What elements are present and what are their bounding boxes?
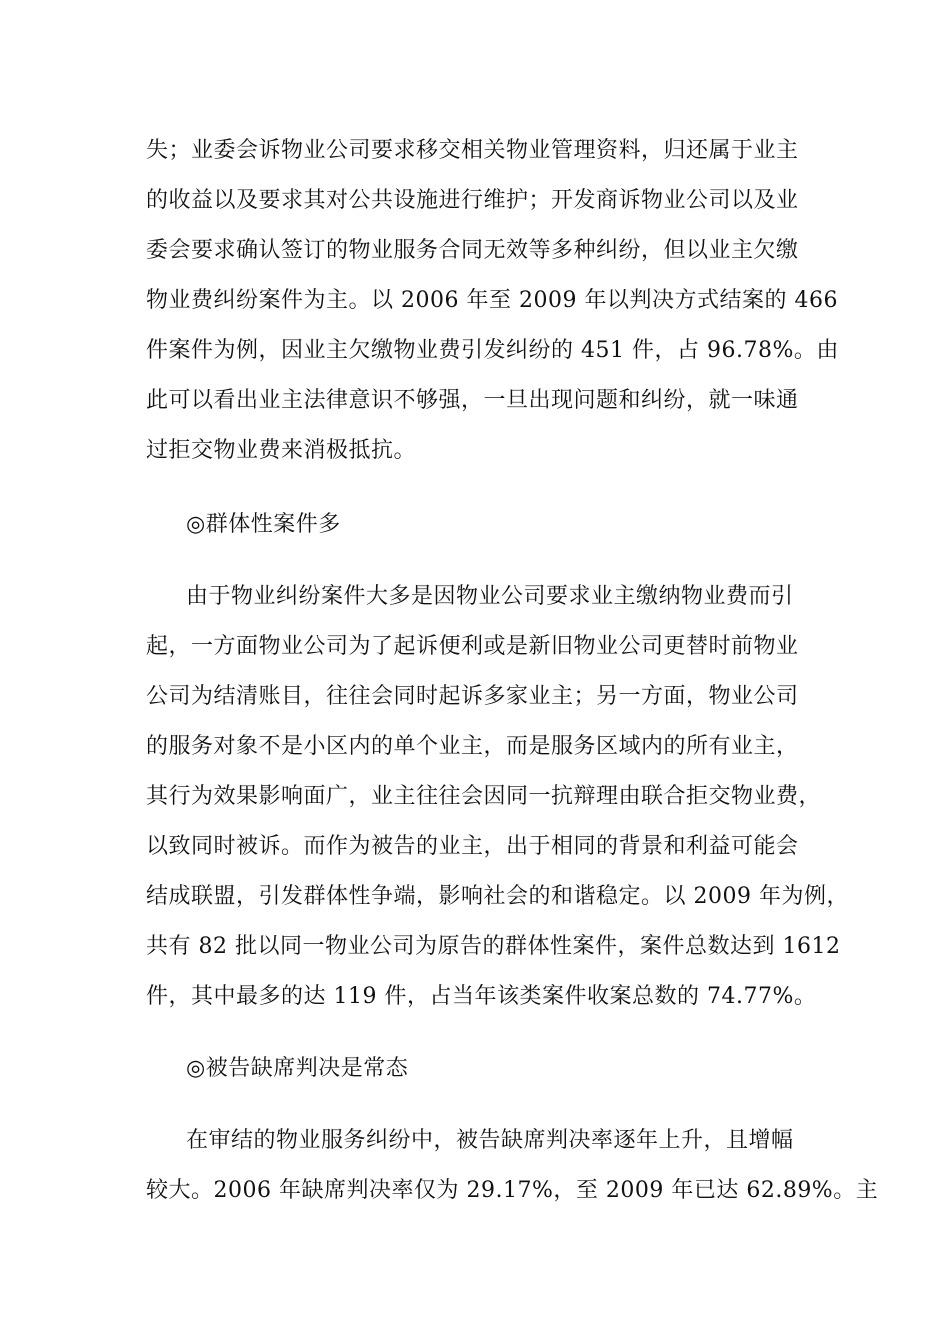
paragraph-2-line-1: 由于物业纠纷案件大多是因物业公司要求业主缴纳物业费而引	[186, 584, 794, 609]
paragraph-1-line-3: 委会要求确认签订的物业服务合同无效等多种纠纷，但以业主欠缴	[146, 238, 799, 263]
paragraph-1-line-1: 失；业委会诉物业公司要求移交相关物业管理资料，归还属于业主	[146, 138, 799, 163]
paragraph-1-line-4: 物业费纠纷案件为主。以 2006 年至 2009 年以判决方式结案的 466	[146, 288, 838, 313]
paragraph-1-line-6: 此可以看出业主法律意识不够强，一旦出现问题和纠纷，就一味通	[146, 388, 799, 413]
paragraph-2-line-5: 其行为效果影响面广，业主往往会因同一抗辩理由联合拒交物业费，	[146, 784, 822, 809]
paragraph-2-line-6: 以致同时被诉。而作为被告的业主，出于相同的背景和利益可能会	[146, 834, 799, 859]
paragraph-1-line-7: 过拒交物业费来消极抵抗。	[146, 438, 417, 463]
paragraph-2-line-9: 件，其中最多的达 119 件，占当年该类案件收案总数的 74.77%。	[146, 984, 817, 1009]
paragraph-2-line-8: 共有 82 批以同一物业公司为原告的群体性案件，案件总数达到 1612	[146, 934, 841, 959]
paragraph-2-line-4: 的服务对象不是小区内的单个业主，而是服务区域内的所有业主，	[146, 734, 799, 759]
paragraph-1-line-5: 件案件为例，因业主欠缴物业费引发纠纷的 451 件，占 96.78%。由	[146, 338, 839, 363]
paragraph-2-line-2: 起，一方面物业公司为了起诉便利或是新旧物业公司更替时前物业	[146, 634, 799, 659]
section-heading-default-judgment: ◎被告缺席判决是常态	[186, 1056, 409, 1081]
paragraph-1-line-2: 的收益以及要求其对公共设施进行维护；开发商诉物业公司以及业	[146, 188, 799, 213]
section-heading-group-cases: ◎群体性案件多	[186, 512, 341, 537]
paragraph-3-line-2: 较大。2006 年缺席判决率仅为 29.17%，至 2009 年已达 62.89%。主	[146, 1178, 879, 1203]
paragraph-3-line-1: 在审结的物业服务纠纷中，被告缺席判决率逐年上升，且增幅	[186, 1128, 794, 1153]
paragraph-2-line-3: 公司为结清账目，往往会同时起诉多家业主；另一方面，物业公司	[146, 684, 799, 709]
paragraph-2-line-7: 结成联盟，引发群体性争端，影响社会的和谐稳定。以 2009 年为例，	[146, 884, 849, 909]
